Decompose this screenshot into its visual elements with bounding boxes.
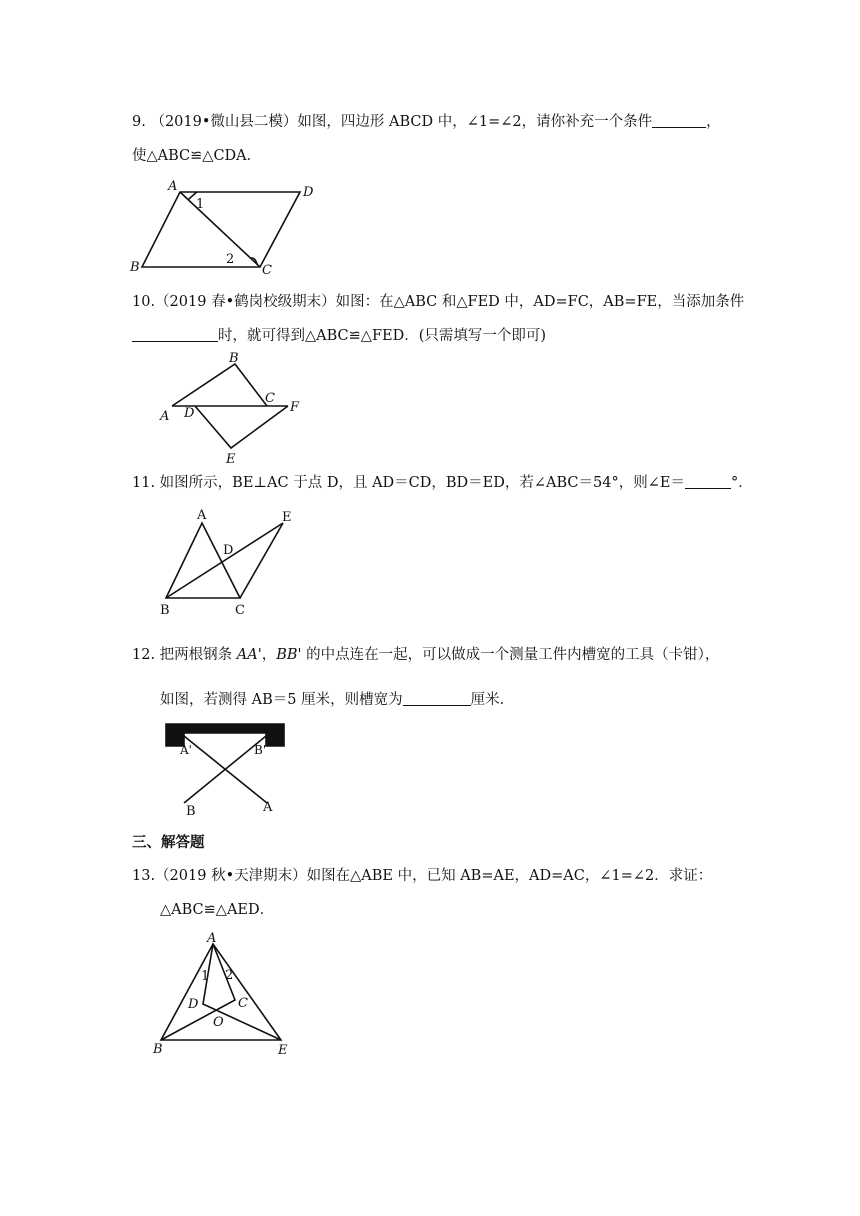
- triangle-fed-sides: [195, 406, 288, 448]
- label-2: 2: [225, 968, 234, 983]
- label-c: C: [262, 263, 272, 278]
- label-a: A: [160, 409, 170, 424]
- triangle-abc: [166, 523, 240, 598]
- label-e: E: [278, 1043, 288, 1058]
- label-b: B: [130, 260, 140, 275]
- question-10-line-2: 时，就可得到△ABC≌△FED．(只需填写一个即可): [132, 326, 546, 346]
- triangle-abc-sides: [172, 364, 267, 406]
- label-c: C: [238, 996, 248, 1011]
- label-a: A: [197, 508, 207, 523]
- label-e: E: [226, 452, 236, 467]
- label-d: D: [184, 406, 195, 421]
- label-2: 2: [226, 252, 235, 267]
- question-10-line-1: 10.（2019 春•鹤岗校级期末）如图：在△ABC 和△FED 中，AD=FC，AB=FE，当添加条件: [132, 294, 745, 310]
- label-a: A: [207, 931, 217, 946]
- segment-ec: [240, 523, 283, 598]
- answer-blank-11[interactable]: [685, 473, 731, 489]
- math-bb-prime: BB': [276, 647, 302, 663]
- math-aa-prime: AA': [236, 647, 262, 663]
- label-a: A: [263, 800, 273, 815]
- figure-q11-triangles: [155, 505, 305, 620]
- question-9-line-1: 9. （2019•微山县二模）如图，四边形 ABCD 中，∠1=∠2，请你补充一个条件 ，: [132, 114, 721, 130]
- question-9-line-2: 使△ABC≌△CDA．: [132, 148, 262, 164]
- diagonal-ac: [180, 192, 260, 267]
- figure-q13-triangle: [150, 928, 300, 1058]
- label-b: B: [186, 804, 196, 819]
- label-1: 1: [201, 969, 210, 984]
- question-11-line-1: 11. 如图所示，BE⊥AC 于点 D，且 AD＝CD，BD＝ED，若∠ABC＝54°，则∠E＝ °．: [132, 475, 753, 491]
- answer-blank-10[interactable]: [132, 326, 218, 342]
- figure-q10-triangles: [155, 350, 345, 468]
- question-12-line-1: 12. 把两根钢条 AA'，BB' 的中点连在一起，可以做成一个测量工件内槽宽的工具（卡钳），: [132, 647, 720, 663]
- question-12-line-2: 如图，若测得 AB＝5 厘米，则槽宽为 厘米．: [160, 692, 515, 708]
- answer-blank-9[interactable]: [652, 112, 706, 128]
- label-f: F: [290, 400, 300, 415]
- figure-q12-calipers: [160, 718, 290, 818]
- answer-blank-12[interactable]: [403, 690, 471, 706]
- label-d: D: [303, 185, 314, 200]
- label-b: B: [160, 603, 170, 618]
- label-1: 1: [196, 197, 205, 212]
- question-13-line-1: 13.（2019 秋•天津期末）如图在△ABE 中，已知 AB=AE，AD=AC，∠1=∠2．求证：: [132, 868, 713, 884]
- label-c: C: [235, 603, 245, 618]
- label-c: C: [265, 391, 275, 406]
- label-d: D: [188, 997, 199, 1012]
- label-e: E: [282, 510, 292, 525]
- label-o: O: [213, 1015, 224, 1030]
- label-b: B: [229, 351, 239, 366]
- label-a: A: [168, 179, 178, 194]
- figure-q9-parallelogram: [125, 178, 325, 278]
- label-a-prime: A': [180, 743, 192, 757]
- question-13-line-2: △ABC≌△AED．: [160, 902, 275, 918]
- label-b: B: [153, 1042, 163, 1057]
- section-title: 三、解答题: [132, 835, 205, 851]
- label-b-prime: B': [254, 743, 267, 757]
- label-d: D: [223, 543, 234, 558]
